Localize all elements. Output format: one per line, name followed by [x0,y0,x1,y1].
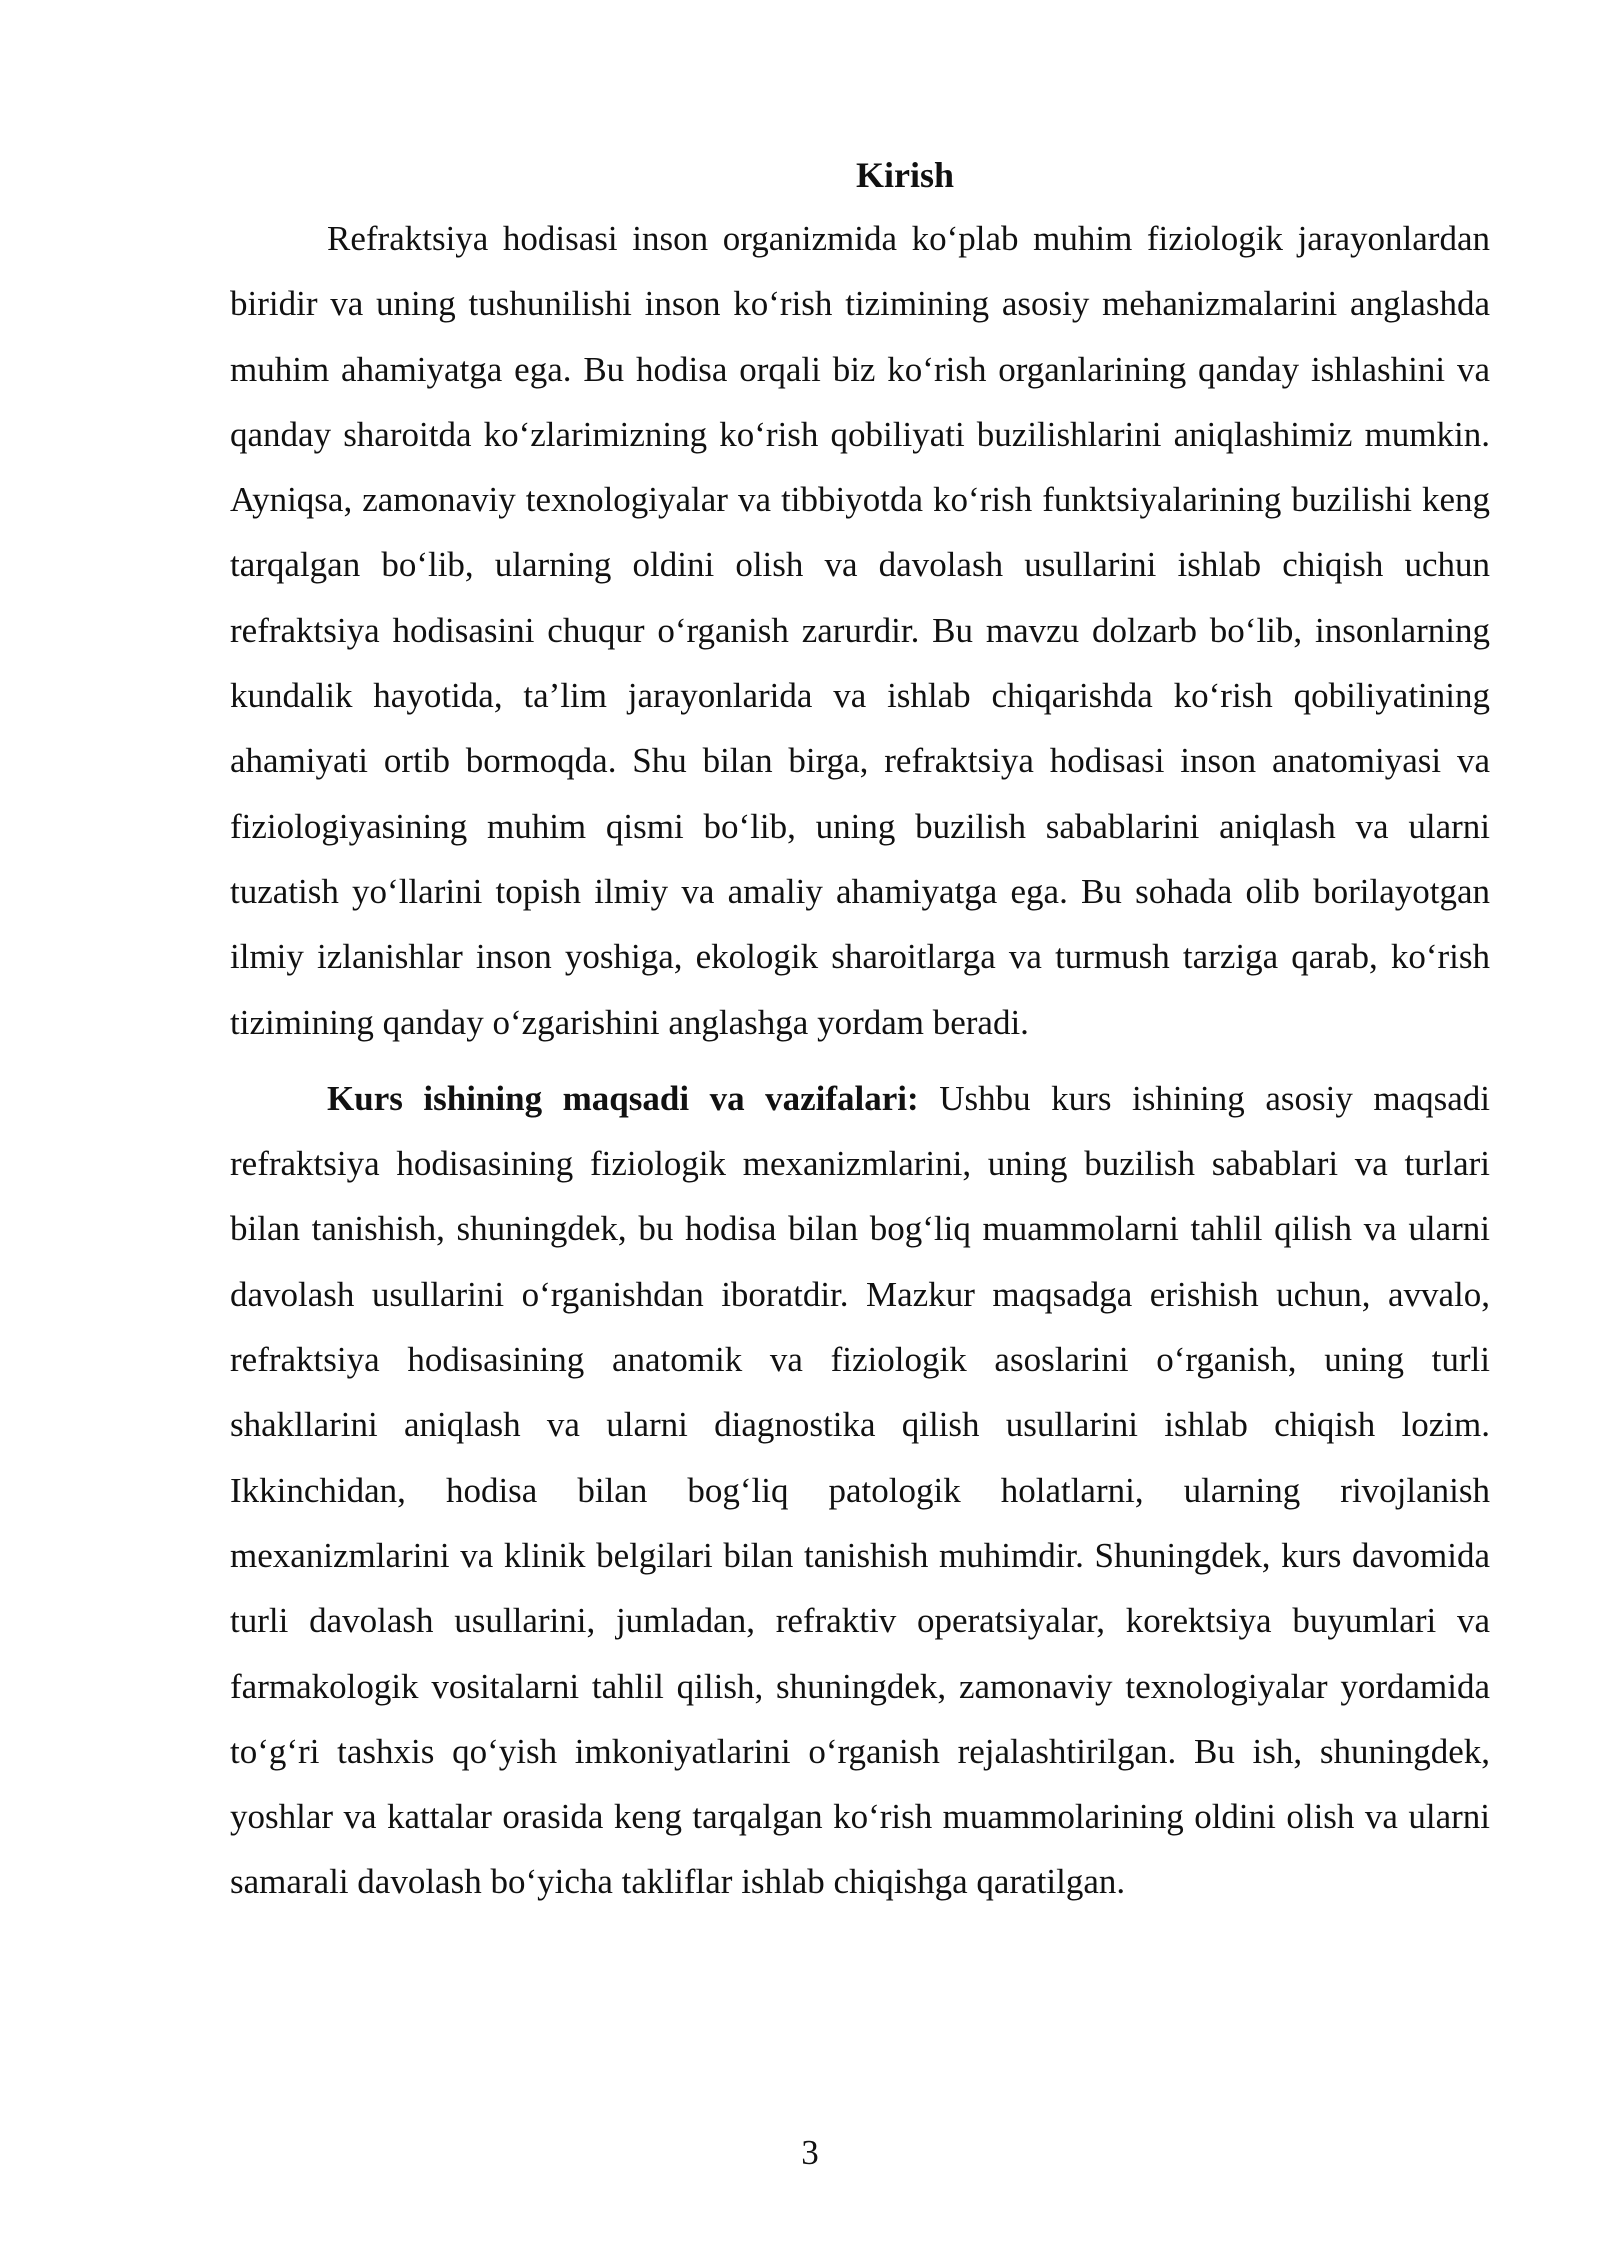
page-number: 3 [801,2133,819,2172]
goals-paragraph-heading: Kurs ishining maqsadi va vazifalari: [327,1078,919,1118]
goals-paragraph [230,1066,1490,1915]
goals-paragraph-text: Ushbu kurs ishining asosiy maqsadi refraktsiya hodisasining fiziologik mexanizmlarini, uning buzilish sabablari va turlari bilan tanishish, shuningdek, bu hodisa bilan bog‘liq muammolarni tahlil qilish va ularni davolash usullarini o‘rganishdan iboratdir. Mazkur maqsadga erishish uchun, avvalo, refraktsiya hodisasining anatomik va fiziologik asoslarini o‘rganish, uning turli shakllarini aniqlash va ularni diagnostika qilish usullarini ishlab chiqish lozim. Ikkinchidan, hodisa bilan bog‘liq patologik holatlarni, ularning rivojlanish mexanizmlarini va klinik belgilari bilan tanishish muhimdir. Shuningdek, kurs davomida turli davolash usullarini, jumladan, refraktiv operatsiyalar, korektsiya buyumlari va farmakologik vositalarni tahlil qilish, shuningdek, zamonaviy texnologiyalar yordamida to‘g‘ri tashxis qo‘yish imkoniyatlarini o‘rganish rejalashtirilgan. Bu ish, shuningdek, yoshlar va kattalar orasida keng tarqalgan ko‘rish muammolarining oldini olish va ularni samarali davolash bo‘yicha takliflar ishlab chiqishga qaratilgan. [230,1078,1490,1902]
section-title: Kirish [855,155,954,195]
page-content [230,146,1490,1915]
intro-paragraph [230,206,1490,1055]
intro-paragraph-text: Refraktsiya hodisasi inson organizmida ko‘plab muhim fiziologik jarayonlardan biridir va uning tushunilishi inson ko‘rish tizimining asosiy mehanizmalarini anglashda muhim ahamiyatga ega. Bu hodisa orqali biz ko‘rish organlarining qanday ishlashini va qanday sharoitda ko‘zlarimizning ko‘rish qobiliyati buzilishlarini aniqlashimiz mumkin. Ayniqsa, zamonaviy texnologiyalar va tibbiyotda ko‘rish funktsiyalarining buzilishi keng tarqalgan bo‘lib, ularning oldini olish va davolash usullarini ishlab chiqish uchun refraktsiya hodisasini chuqur o‘rganish zarurdir. Bu mavzu dolzarb bo‘lib, insonlarning kundalik hayotida, ta’lim jarayonlarida va ishlab chiqarishda ko‘rish qobiliyatining ahamiyati ortib bormoqda. Shu bilan birga, refraktsiya hodisasi inson anatomiyasi va fiziologiyasining muhim qismi bo‘lib, uning buzilish sabablarini aniqlash va ularni tuzatish yo‘llarini topish ilmiy va amaliy ahamiyatga ega. Bu sohada olib borilayotgan ilmiy izlanishlar inson yoshiga, ekologik sharoitlarga va turmush tarziga qarab, ko‘rish tizimining qanday o‘zgarishini anglashga yordam beradi. [230,219,1490,1042]
